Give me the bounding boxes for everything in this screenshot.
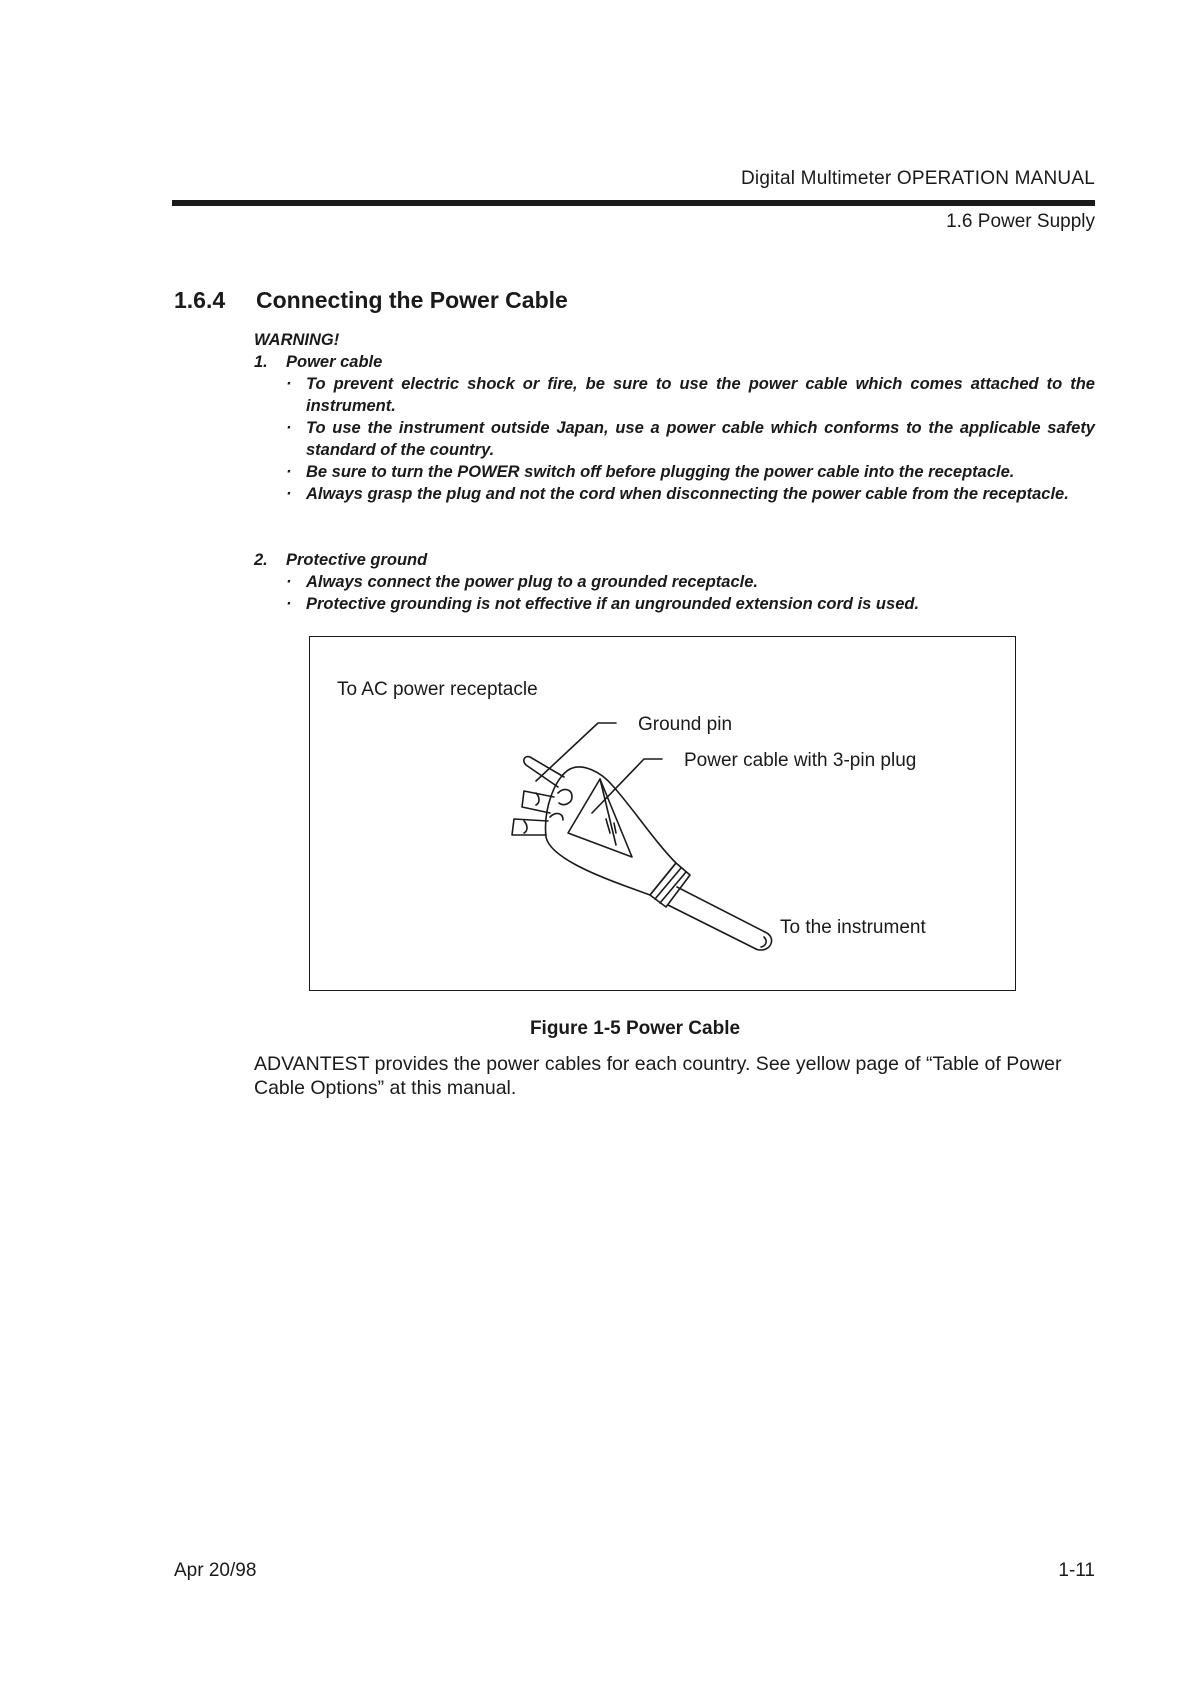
plug-face	[568, 779, 632, 857]
section-header: 1.6 Power Supply	[946, 211, 1095, 232]
warning-item-number: 1.	[254, 353, 268, 371]
footer-date: Apr 20/98	[174, 1560, 257, 1581]
section-number: 1.6.4	[174, 287, 226, 313]
bullet-dot: ·	[286, 595, 292, 613]
header-rule	[172, 200, 1095, 206]
bullet-text: Always grasp the plug and not the cord when disconnecting the power cable from the receptacle.	[306, 485, 1069, 503]
warning-item-title: Power cable	[286, 353, 383, 371]
bullet-text: Be sure to turn the POWER switch off before plugging the power cable into the receptacle.	[306, 463, 1015, 481]
warning-bullet	[286, 483, 1095, 505]
warning-item-title: Protective ground	[286, 551, 428, 569]
instrument-label: To the instrument	[780, 917, 926, 938]
bullet-text: Always connect the power plug to a grounded receptacle.	[306, 573, 759, 591]
bullet-text: Protective grounding is not effective if an ungrounded extension cord is used.	[306, 595, 920, 613]
cord-end	[756, 932, 772, 950]
figure-caption: Figure 1-5 Power Cable	[529, 1018, 741, 1039]
body-paragraph: ADVANTEST provides the power cables for each country. See yellow page of “Table of Power Cable Options” at this manual.	[254, 1053, 1062, 1099]
strain-relief	[650, 863, 690, 907]
manual-title: Digital Multimeter OPERATION MANUAL	[741, 168, 1095, 189]
plug-body	[546, 767, 676, 895]
bullet-dot: ·	[286, 375, 292, 393]
bullet-dot: ·	[286, 463, 292, 481]
figure-caption-wrap	[0, 1018, 1190, 1040]
section-title: Connecting the Power Cable	[256, 287, 568, 313]
cord	[668, 887, 765, 949]
ground-pin-leader	[536, 723, 616, 781]
warning-label: WARNING!	[254, 331, 340, 349]
warning-item-number: 2.	[254, 551, 268, 569]
bullet-text: To use the instrument outside Japan, use a power cable which conforms to the applicable safety standard of the country.	[306, 419, 1095, 459]
cable-label: Power cable with 3-pin plug	[684, 750, 917, 771]
warning-bullet	[286, 593, 1095, 615]
figure-box	[309, 636, 1016, 991]
bullet-text: To prevent electric shock or fire, be sure to use the power cable which comes attached to the instrument.	[306, 375, 1095, 415]
warning-bullet	[286, 373, 1095, 417]
bullet-dot: ·	[286, 485, 292, 503]
warning-bullet	[286, 571, 1095, 593]
page-number: 1-11	[1058, 1560, 1095, 1581]
receptacle-label: To AC power receptacle	[337, 679, 538, 700]
ground-pin-label: Ground pin	[638, 714, 733, 735]
warning-bullet	[286, 417, 1095, 461]
warning-bullet	[286, 461, 1095, 483]
bullet-dot: ·	[286, 573, 292, 591]
bullet-dot: ·	[286, 419, 292, 437]
prong	[512, 819, 548, 835]
